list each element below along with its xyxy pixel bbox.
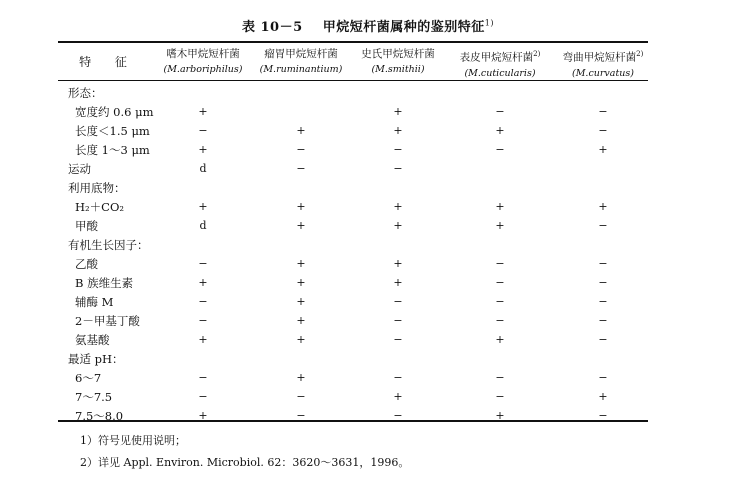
table-cell: − [198, 295, 208, 308]
column-name-text: 嗜木甲烷短杆菌 [166, 48, 240, 60]
column-footnote-mark: 2) [636, 50, 644, 58]
table-cell: + [296, 314, 306, 327]
column-latin-name: (M.cuticularis) [464, 67, 536, 79]
feature-column-header: 特 征 [79, 55, 137, 69]
column-footnote-mark: 2) [533, 50, 541, 58]
table-cell: + [393, 105, 403, 118]
column-header [246, 46, 356, 78]
table-cell: − [393, 143, 403, 156]
table-row [0, 141, 736, 159]
table-row [0, 350, 736, 368]
table-cell: + [598, 200, 608, 213]
table-cell: − [393, 314, 403, 327]
table-cell: + [393, 390, 403, 403]
table-cell: + [495, 200, 505, 213]
table-cell: + [296, 200, 306, 213]
row-label: 2－甲基丁酸 [75, 314, 140, 328]
table-cell: − [598, 257, 608, 270]
table-cell: + [296, 276, 306, 289]
row-label: 宽度约 0.6 μm [75, 105, 154, 119]
table-row [0, 160, 736, 178]
table-cell: + [296, 124, 306, 137]
table-cell: + [198, 409, 208, 422]
table-cell: − [198, 257, 208, 270]
table-cell: − [598, 295, 608, 308]
row-label: 7～7.5 [75, 390, 113, 404]
table-cell: − [495, 143, 505, 156]
title-footnote-mark: 1) [484, 18, 494, 28]
table-cell: + [495, 409, 505, 422]
table-cell: + [495, 333, 505, 346]
table-cell: − [598, 314, 608, 327]
column-name-text: 表皮甲烷短杆菌 [459, 51, 534, 64]
table-row [0, 293, 736, 311]
column-latin-name: (M.ruminantium) [259, 64, 343, 75]
table-cell: − [598, 276, 608, 289]
table-cell: + [495, 219, 505, 232]
table-cell: + [198, 333, 208, 346]
column-header-name [445, 46, 555, 66]
table-cell: + [296, 333, 306, 346]
table-cell: + [198, 143, 208, 156]
column-latin-name: (M.curvatus) [572, 67, 634, 79]
column-name-text: 瘤胃甲烷短杆菌 [264, 48, 338, 60]
table-row [0, 179, 736, 197]
table-cell: + [393, 124, 403, 137]
table-cell: + [198, 105, 208, 118]
table-cell: + [296, 257, 306, 270]
row-label: 6～7 [75, 371, 102, 385]
table-cell: + [393, 200, 403, 213]
row-label: 有机生长因子： [68, 238, 149, 252]
table-cell: − [598, 333, 608, 346]
table-cell: + [198, 200, 208, 213]
table-row [0, 388, 736, 406]
table-row [0, 312, 736, 330]
table-cell: − [598, 371, 608, 384]
table-cell: − [198, 314, 208, 327]
row-label: 氨基酸 [75, 333, 110, 347]
table-row [0, 236, 736, 254]
column-header [548, 46, 658, 82]
column-header [148, 46, 258, 78]
table-row [0, 198, 736, 216]
table-row [0, 274, 736, 292]
table-cell: − [296, 162, 306, 175]
table-cell: − [393, 371, 403, 384]
table-cell: − [393, 409, 403, 422]
table-cell: − [495, 314, 505, 327]
table-cell: + [296, 219, 306, 232]
table-cell: + [393, 257, 403, 270]
table-cell: − [296, 409, 306, 422]
table-row [0, 407, 736, 425]
table-cell: − [598, 105, 608, 118]
table-row [0, 255, 736, 273]
table-cell: + [393, 276, 403, 289]
table-row [0, 217, 736, 235]
table-cell: − [598, 409, 608, 422]
column-name-text: 史氏甲烷短杆菌 [361, 48, 435, 60]
table-row [0, 103, 736, 121]
table-cell: d [199, 219, 207, 232]
table-cell: − [198, 390, 208, 403]
row-label: H₂＋CO₂ [75, 200, 124, 214]
footnote-2: 2）详见 Appl. Environ. Microbiol. 62：3620～3631，1996。 [80, 456, 410, 469]
table-cell: − [393, 333, 403, 346]
table-cell: + [495, 124, 505, 137]
row-label: B 族维生素 [75, 276, 134, 290]
table-cell: − [198, 371, 208, 384]
column-header-name [246, 46, 356, 62]
column-latin-name: (M.smithii) [371, 64, 425, 75]
table-row [0, 369, 736, 387]
row-label: 长度＜1.5 μm [75, 124, 150, 138]
row-label: 最适 pH： [68, 352, 124, 366]
table-cell: − [495, 295, 505, 308]
table-cell: − [495, 390, 505, 403]
row-label: 长度 1～3 μm [75, 143, 150, 157]
column-header-name [148, 46, 258, 62]
table-cell: − [495, 105, 505, 118]
table-cell: − [495, 371, 505, 384]
table-cell: − [495, 276, 505, 289]
table-row [0, 331, 736, 349]
row-label: 7.5～8.0 [75, 409, 124, 423]
row-label: 形态： [68, 86, 103, 100]
table-cell: − [393, 295, 403, 308]
table-cell: + [598, 143, 608, 156]
table-row [0, 122, 736, 140]
column-latin-name: (M.arboriphilus) [163, 64, 243, 75]
row-label: 运动 [68, 162, 91, 176]
column-header [445, 46, 555, 82]
table-title [0, 16, 736, 35]
table-cell: − [598, 219, 608, 232]
table-cell: − [393, 162, 403, 175]
row-label: 甲酸 [75, 219, 98, 233]
column-header-name [548, 46, 658, 66]
table-cell: − [296, 143, 306, 156]
table-cell: − [296, 390, 306, 403]
column-header-name [343, 46, 453, 62]
column-header [343, 46, 453, 78]
table-top-rule [58, 41, 648, 43]
table-number: 表 10－5 [241, 20, 303, 35]
footnote-1: 1）符号见使用说明； [80, 434, 186, 447]
table-title-text: 甲烷短杆菌属种的鉴别特征 [322, 20, 485, 35]
table-cell: + [393, 219, 403, 232]
table-row [0, 84, 736, 102]
table-cell: + [296, 295, 306, 308]
table-cell: d [199, 162, 207, 175]
row-label: 乙酸 [75, 257, 98, 271]
row-label: 辅酶 M [75, 295, 114, 309]
table-cell: − [198, 124, 208, 137]
column-name-text: 弯曲甲烷短杆菌 [562, 51, 637, 64]
table-cell: + [598, 390, 608, 403]
row-label: 利用底物： [68, 181, 126, 195]
table-cell: + [198, 276, 208, 289]
table-cell: − [598, 124, 608, 137]
table-cell: + [296, 371, 306, 384]
table-cell: − [495, 257, 505, 270]
